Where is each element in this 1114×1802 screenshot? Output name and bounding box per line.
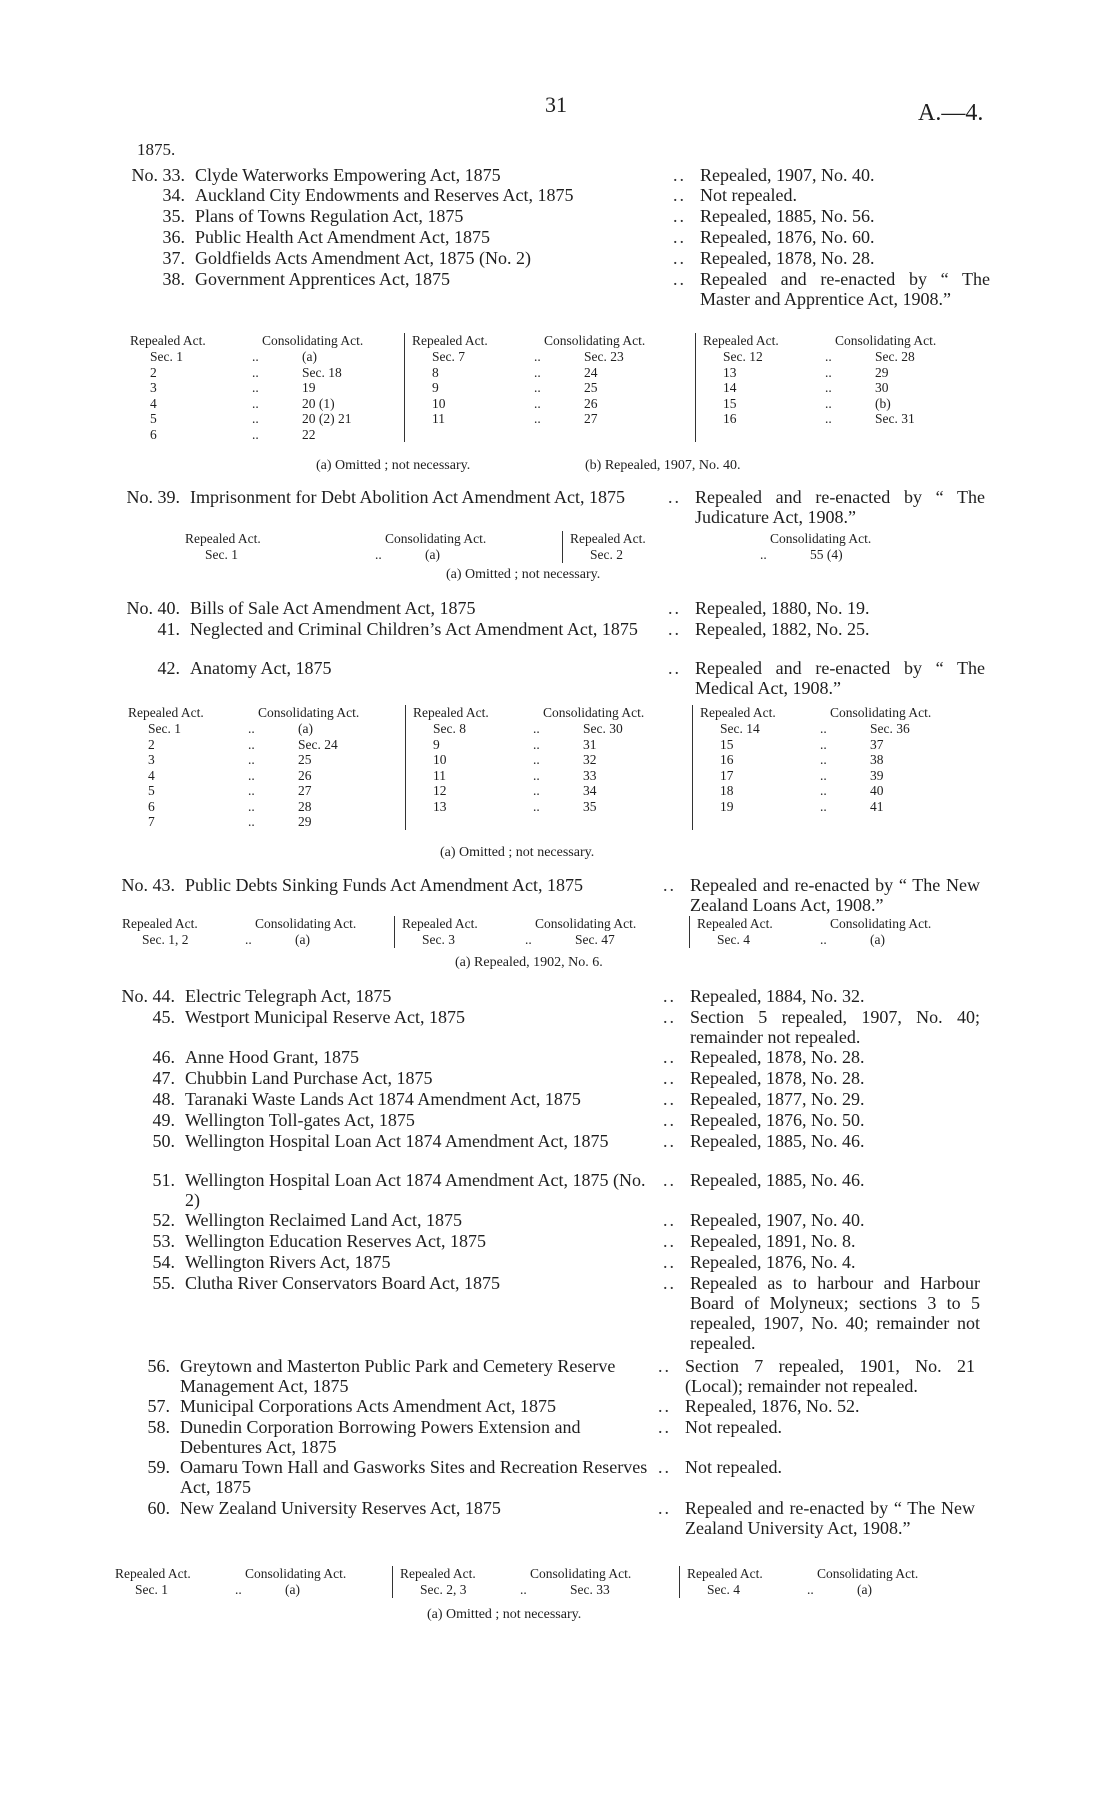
act-number: 42. [157, 658, 180, 678]
act-number: No. 44. [121, 986, 175, 1006]
repealed-act-header: Repealed Act. [413, 705, 489, 720]
act-title: Anatomy Act, 1875 [190, 658, 332, 678]
leader-dots: .. [658, 1417, 671, 1437]
repeal-status: Repealed, 1880, No. 19. [695, 598, 870, 618]
consolidating-section: Sec. 18 [302, 364, 342, 380]
act-title: Anne Hood Grant, 1875 [185, 1047, 359, 1067]
leader-dots: .. [235, 1582, 242, 1597]
consolidating-section: 28 [298, 798, 312, 814]
act-number: 50. [152, 1131, 175, 1151]
leader-dots: .. [663, 1047, 676, 1067]
act-number: 54. [152, 1252, 175, 1272]
column-divider [689, 916, 690, 948]
repealed-section: 11 [433, 767, 446, 783]
act-title: Municipal Corporations Acts Amendment Act, 1875 [180, 1396, 556, 1416]
leader-dots: .. [375, 547, 382, 562]
leader-dots: .. [663, 875, 676, 895]
leader-dots: .. [820, 736, 827, 752]
repealed-act-header: Repealed Act. [130, 333, 206, 348]
leader-dots: .. [663, 1210, 676, 1230]
leader-dots: .. [820, 798, 827, 814]
leader-dots: .. [673, 248, 686, 268]
consolidating-section: 30 [875, 380, 889, 395]
act-title: Greytown and Masterton Public Park and Cemetery Reserve Management Act, 1875 [180, 1356, 616, 1396]
act-title: Westport Municipal Reserve Act, 1875 [185, 1007, 465, 1027]
repeal-status: Repealed, 1907, No. 40. [700, 165, 875, 185]
leader-dots: .. [760, 547, 767, 562]
repealed-section: Sec. 4 [707, 1582, 740, 1597]
repealed-section: 3 [148, 752, 155, 767]
leader-dots: .. [248, 752, 255, 767]
consolidating-act-header: Consolidating Act. [258, 705, 360, 720]
leader-dots: .. [534, 349, 541, 364]
consolidating-section: Sec. 33 [570, 1582, 610, 1597]
column-divider [695, 333, 696, 442]
consolidating-section: 27 [584, 411, 598, 426]
consolidating-section: 29 [875, 364, 889, 380]
repealed-act-header: Repealed Act. [687, 1566, 763, 1581]
consolidating-section: (a) [870, 932, 885, 947]
leader-dots: .. [525, 932, 532, 947]
act-title: Public Health Act Amendment Act, 1875 [195, 227, 490, 247]
act-title: Neglected and Criminal Children’s Act Amendment Act, 1875 [190, 619, 638, 639]
leader-dots: .. [673, 185, 686, 205]
consolidating-section: Sec. 30 [583, 721, 623, 736]
consolidating-section: 29 [298, 814, 312, 829]
act-title: Wellington Toll-gates Act, 1875 [185, 1110, 415, 1130]
section-table-t42 [128, 705, 978, 835]
consolidating-section: 25 [298, 752, 312, 767]
consolidating-section: (a) [857, 1582, 872, 1597]
leader-dots: .. [668, 658, 681, 678]
consolidating-section: Sec. 24 [298, 736, 338, 752]
act-number: No. 33. [131, 165, 185, 185]
document-reference: A.—4. [918, 100, 984, 126]
consolidating-act-header: Consolidating Act. [830, 705, 932, 720]
repealed-section: 9 [433, 736, 440, 752]
act-title: Wellington Reclaimed Land Act, 1875 [185, 1210, 462, 1230]
consolidating-act-header: Consolidating Act. [830, 916, 932, 931]
repealed-section: 7 [148, 814, 155, 829]
repeal-status: Not repealed. [685, 1457, 782, 1477]
leader-dots: .. [825, 349, 832, 364]
act-number: 41. [157, 619, 180, 639]
repealed-section: Sec. 7 [432, 349, 465, 364]
consolidating-section: (a) [285, 1582, 300, 1597]
column-divider [679, 1566, 680, 1598]
repealed-section: 16 [720, 752, 734, 767]
act-title: Goldfields Acts Amendment Act, 1875 (No. 2) [195, 248, 531, 268]
footnote: (a) Omitted ; not necessary. [446, 567, 601, 582]
consolidating-section: Sec. 23 [584, 349, 624, 364]
leader-dots: .. [248, 721, 255, 736]
consolidating-section: 26 [298, 767, 312, 783]
repeal-status: Repealed, 1891, No. 8. [690, 1231, 856, 1251]
leader-dots: .. [820, 932, 827, 947]
leader-dots: .. [252, 426, 259, 442]
repealed-section: 15 [723, 395, 737, 411]
repealed-section: 13 [433, 798, 447, 814]
repealed-section: Sec. 1 [148, 721, 181, 736]
repeal-status: Repealed, 1885, No. 46. [690, 1131, 865, 1151]
leader-dots: .. [252, 364, 259, 380]
leader-dots: .. [252, 349, 259, 364]
leader-dots: .. [520, 1582, 527, 1597]
act-title: Wellington Rivers Act, 1875 [185, 1252, 391, 1272]
act-title: Oamaru Town Hall and Gasworks Sites and Recreation Reserves Act, 1875 [180, 1457, 648, 1497]
repealed-section: 19 [720, 798, 734, 814]
repeal-status: Repealed, 1907, No. 40. [690, 1210, 865, 1230]
repealed-section: 10 [433, 752, 447, 767]
consolidating-section: Sec. 47 [575, 932, 615, 947]
leader-dots: .. [534, 380, 541, 395]
act-number: 59. [147, 1457, 170, 1477]
consolidating-act-header: Consolidating Act. [530, 1566, 632, 1581]
leader-dots: .. [663, 1068, 676, 1088]
act-title: Wellington Hospital Loan Act 1874 Amendment Act, 1875 (No. 2) [185, 1170, 646, 1210]
leader-dots: .. [663, 1007, 676, 1027]
act-number: 47. [152, 1068, 175, 1088]
repealed-section: Sec. 14 [720, 721, 760, 736]
repealed-act-header: Repealed Act. [570, 531, 646, 546]
repealed-act-header: Repealed Act. [400, 1566, 476, 1581]
footnote: (a) Omitted ; not necessary. [316, 458, 471, 473]
act-number: 55. [152, 1273, 175, 1293]
act-number: 60. [147, 1498, 170, 1518]
act-number: 48. [152, 1089, 175, 1109]
leader-dots: .. [252, 411, 259, 426]
repealed-section: Sec. 4 [717, 932, 750, 947]
leader-dots: .. [663, 1252, 676, 1272]
repealed-section: Sec. 1 [150, 349, 183, 364]
act-title: Auckland City Endowments and Reserves Act, 1875 [195, 185, 574, 205]
consolidating-act-header: Consolidating Act. [262, 333, 364, 348]
act-number: No. 40. [126, 598, 180, 618]
leader-dots: .. [663, 1131, 676, 1151]
leader-dots: .. [825, 364, 832, 380]
leader-dots: .. [533, 736, 540, 752]
repealed-section: Sec. 12 [723, 349, 763, 364]
repeal-status: Repealed, 1877, No. 29. [690, 1089, 865, 1109]
page-number: 31 [545, 92, 567, 117]
leader-dots: .. [658, 1356, 671, 1376]
leader-dots: .. [534, 395, 541, 411]
repeal-status: Repealed, 1885, No. 56. [700, 206, 875, 226]
repeal-status: Repealed, 1876, No. 60. [700, 227, 875, 247]
consolidating-act-header: Consolidating Act. [535, 916, 637, 931]
consolidating-section: (a) [298, 721, 313, 736]
act-title: Clyde Waterworks Empowering Act, 1875 [195, 165, 501, 185]
repealed-section: 3 [150, 380, 157, 395]
leader-dots: .. [668, 619, 681, 639]
repeal-status: Repealed and re-enacted by “ The Master and Apprentice Act, 1908.” [700, 269, 990, 309]
act-title: Plans of Towns Regulation Act, 1875 [195, 206, 464, 226]
repeal-status: Section 5 repealed, 1907, No. 40; remainder not repealed. [690, 1007, 980, 1047]
repealed-section: 8 [432, 364, 439, 380]
act-number: 34. [162, 185, 185, 205]
act-title: Dunedin Corporation Borrowing Powers Extension and Debentures Act, 1875 [180, 1417, 581, 1457]
leader-dots: .. [663, 1231, 676, 1251]
repealed-section: Sec. 2, 3 [420, 1582, 467, 1597]
leader-dots: .. [533, 767, 540, 783]
consolidating-act-header: Consolidating Act. [255, 916, 357, 931]
repealed-act-header: Repealed Act. [115, 1566, 191, 1581]
act-number: 45. [152, 1007, 175, 1027]
section-table-t39 [185, 531, 905, 571]
act-number: No. 39. [126, 487, 180, 507]
leader-dots: .. [673, 165, 686, 185]
repealed-section: Sec. 1 [205, 547, 238, 562]
act-number: 38. [162, 269, 185, 289]
repeal-status: Repealed, 1878, No. 28. [690, 1047, 865, 1067]
act-title: Government Apprentices Act, 1875 [195, 269, 450, 289]
act-number: 49. [152, 1110, 175, 1130]
repealed-section: 10 [432, 395, 446, 411]
leader-dots: .. [658, 1457, 671, 1477]
act-title: Wellington Education Reserves Act, 1875 [185, 1231, 486, 1251]
act-title: Taranaki Waste Lands Act 1874 Amendment Act, 1875 [185, 1089, 581, 1109]
consolidating-section: 25 [584, 380, 598, 395]
consolidating-section: 37 [870, 736, 884, 752]
repeal-status: Repealed, 1884, No. 32. [690, 986, 865, 1006]
repeal-status: Repealed, 1885, No. 46. [690, 1170, 865, 1190]
repealed-section: 17 [720, 767, 734, 783]
repealed-act-header: Repealed Act. [697, 916, 773, 931]
consolidating-section: Sec. 36 [870, 721, 910, 736]
leader-dots: .. [673, 206, 686, 226]
repeal-status: Repealed, 1876, No. 50. [690, 1110, 865, 1130]
act-number: No. 43. [121, 875, 175, 895]
consolidating-section: 34 [583, 783, 597, 798]
act-title: Chubbin Land Purchase Act, 1875 [185, 1068, 433, 1088]
act-title: New Zealand University Reserves Act, 1875 [180, 1498, 501, 1518]
repealed-act-header: Repealed Act. [185, 531, 261, 546]
leader-dots: .. [248, 767, 255, 783]
repeal-status: Not repealed. [700, 185, 797, 205]
leader-dots: .. [663, 1089, 676, 1109]
consolidating-act-header: Consolidating Act. [835, 333, 937, 348]
repealed-section: 5 [148, 783, 155, 798]
leader-dots: .. [825, 380, 832, 395]
repealed-act-header: Repealed Act. [122, 916, 198, 931]
leader-dots: .. [673, 227, 686, 247]
leader-dots: .. [663, 1273, 676, 1293]
leader-dots: .. [663, 1170, 676, 1190]
consolidating-section: (a) [302, 349, 317, 364]
leader-dots: .. [820, 721, 827, 736]
leader-dots: .. [248, 783, 255, 798]
act-title: Electric Telegraph Act, 1875 [185, 986, 392, 1006]
consolidating-section: Sec. 28 [875, 349, 915, 364]
consolidating-section: Sec. 31 [875, 411, 915, 426]
leader-dots: .. [663, 986, 676, 1006]
consolidating-act-header: Consolidating Act. [544, 333, 646, 348]
column-divider [394, 916, 395, 948]
consolidating-section: (a) [295, 932, 310, 947]
repealed-section: 4 [148, 767, 155, 783]
consolidating-section: 24 [584, 364, 598, 380]
footnote: (b) Repealed, 1907, No. 40. [585, 458, 741, 473]
footnote: (a) Repealed, 1902, No. 6. [455, 955, 603, 970]
leader-dots: .. [825, 395, 832, 411]
leader-dots: .. [668, 487, 681, 507]
repealed-section: 6 [150, 426, 157, 442]
act-number: 35. [162, 206, 185, 226]
act-number: 36. [162, 227, 185, 247]
consolidating-act-header: Consolidating Act. [817, 1566, 919, 1581]
repeal-status: Repealed, 1878, No. 28. [700, 248, 875, 268]
consolidating-section: 26 [584, 395, 598, 411]
consolidating-act-header: Consolidating Act. [245, 1566, 347, 1581]
leader-dots: .. [663, 1110, 676, 1130]
repeal-status: Section 7 repealed, 1901, No. 21 (Local); remainder not repealed. [685, 1356, 975, 1396]
leader-dots: .. [248, 798, 255, 814]
repealed-section: 18 [720, 783, 734, 798]
leader-dots: .. [673, 269, 686, 289]
consolidating-section: 33 [583, 767, 597, 783]
column-divider [404, 333, 405, 442]
repealed-section: 4 [150, 395, 157, 411]
repealed-act-header: Repealed Act. [402, 916, 478, 931]
leader-dots: .. [245, 932, 252, 947]
repealed-section: 6 [148, 798, 155, 814]
consolidating-section: 40 [870, 783, 884, 798]
consolidating-act-header: Consolidating Act. [770, 531, 872, 546]
act-number: 37. [162, 248, 185, 268]
repeal-status: Repealed, 1876, No. 52. [685, 1396, 860, 1416]
leader-dots: .. [252, 395, 259, 411]
repeal-status: Repealed, 1882, No. 25. [695, 619, 870, 639]
repeal-status: Repealed and re-enacted by “ The New Zealand University Act, 1908.” [685, 1498, 975, 1538]
act-number: 58. [147, 1417, 170, 1437]
act-number: 57. [147, 1396, 170, 1416]
repealed-section: Sec. 3 [422, 932, 455, 947]
consolidating-section: 20 (2) 21 [302, 411, 352, 426]
leader-dots: .. [248, 736, 255, 752]
consolidating-section: 35 [583, 798, 597, 814]
act-number: 46. [152, 1047, 175, 1067]
repealed-section: 16 [723, 411, 737, 426]
repeal-status: Repealed and re-enacted by “ The Judicature Act, 1908.” [695, 487, 985, 527]
leader-dots: .. [820, 767, 827, 783]
leader-dots: .. [668, 598, 681, 618]
consolidating-section: 39 [870, 767, 884, 783]
consolidating-section: 31 [583, 736, 597, 752]
act-title: Wellington Hospital Loan Act 1874 Amendment Act, 1875 [185, 1131, 609, 1151]
repeal-status: Not repealed. [685, 1417, 782, 1437]
consolidating-section: 22 [302, 426, 316, 442]
act-title: Bills of Sale Act Amendment Act, 1875 [190, 598, 476, 618]
consolidating-section: (b) [875, 395, 891, 411]
repealed-section: 15 [720, 736, 734, 752]
repealed-section: Sec. 1 [135, 1582, 168, 1597]
leader-dots: .. [658, 1498, 671, 1518]
act-title: Public Debts Sinking Funds Act Amendment Act, 1875 [185, 875, 584, 895]
consolidating-section: 20 (1) [302, 395, 335, 411]
repealed-section: 2 [150, 364, 157, 380]
consolidating-section: 41 [870, 798, 884, 814]
leader-dots: .. [825, 411, 832, 426]
leader-dots: .. [534, 411, 541, 426]
column-divider [405, 705, 406, 830]
act-number: 51. [152, 1170, 175, 1190]
repealed-section: 12 [433, 783, 447, 798]
consolidating-section: 19 [302, 380, 316, 395]
repealed-section: Sec. 2 [590, 547, 623, 562]
section-table-t38 [130, 333, 980, 453]
repealed-section: 11 [432, 411, 445, 426]
repealed-section: 9 [432, 380, 439, 395]
year-heading: 1875. [137, 140, 176, 159]
repeal-status: Repealed as to harbour and Harbour Board of Molyneux; sections 3 to 5 repealed, 1907, No. 40; remainder not repealed. [690, 1273, 980, 1353]
consolidating-section: (a) [425, 547, 440, 562]
repealed-section: 2 [148, 736, 155, 752]
act-number: 53. [152, 1231, 175, 1251]
consolidating-section: 32 [583, 752, 597, 767]
repealed-act-header: Repealed Act. [703, 333, 779, 348]
leader-dots: .. [533, 721, 540, 736]
consolidating-section: 38 [870, 752, 884, 767]
leader-dots: .. [533, 752, 540, 767]
act-title: Clutha River Conservators Board Act, 1875 [185, 1273, 500, 1293]
leader-dots: .. [534, 364, 541, 380]
act-title: Imprisonment for Debt Abolition Act Amendment Act, 1875 [190, 487, 625, 507]
leader-dots: .. [807, 1582, 814, 1597]
leader-dots: .. [248, 814, 255, 829]
leader-dots: .. [252, 380, 259, 395]
consolidating-section: 27 [298, 783, 312, 798]
consolidating-act-header: Consolidating Act. [543, 705, 645, 720]
leader-dots: .. [820, 783, 827, 798]
column-divider [692, 705, 693, 830]
column-divider [392, 1566, 393, 1598]
repealed-section: 5 [150, 411, 157, 426]
consolidating-section: 55 (4) [810, 547, 843, 562]
repealed-section: Sec. 8 [433, 721, 466, 736]
repealed-act-header: Repealed Act. [412, 333, 488, 348]
leader-dots: .. [533, 783, 540, 798]
repeal-status: Repealed and re-enacted by “ The New Zealand Loans Act, 1908.” [690, 875, 980, 915]
repealed-act-header: Repealed Act. [700, 705, 776, 720]
repealed-section: 13 [723, 364, 737, 380]
repealed-section: 14 [723, 380, 737, 395]
repealed-section: Sec. 1, 2 [142, 932, 189, 947]
repeal-status: Repealed, 1876, No. 4. [690, 1252, 856, 1272]
leader-dots: .. [533, 798, 540, 814]
leader-dots: .. [820, 752, 827, 767]
repeal-status: Repealed, 1878, No. 28. [690, 1068, 865, 1088]
footnote: (a) Omitted ; not necessary. [440, 845, 595, 860]
repealed-act-header: Repealed Act. [128, 705, 204, 720]
act-number: 52. [152, 1210, 175, 1230]
act-number: 56. [147, 1356, 170, 1376]
column-divider [562, 531, 563, 563]
consolidating-act-header: Consolidating Act. [385, 531, 487, 546]
leader-dots: .. [658, 1396, 671, 1416]
footnote: (a) Omitted ; not necessary. [427, 1607, 582, 1622]
repeal-status: Repealed and re-enacted by “ The Medical Act, 1908.” [695, 658, 985, 698]
